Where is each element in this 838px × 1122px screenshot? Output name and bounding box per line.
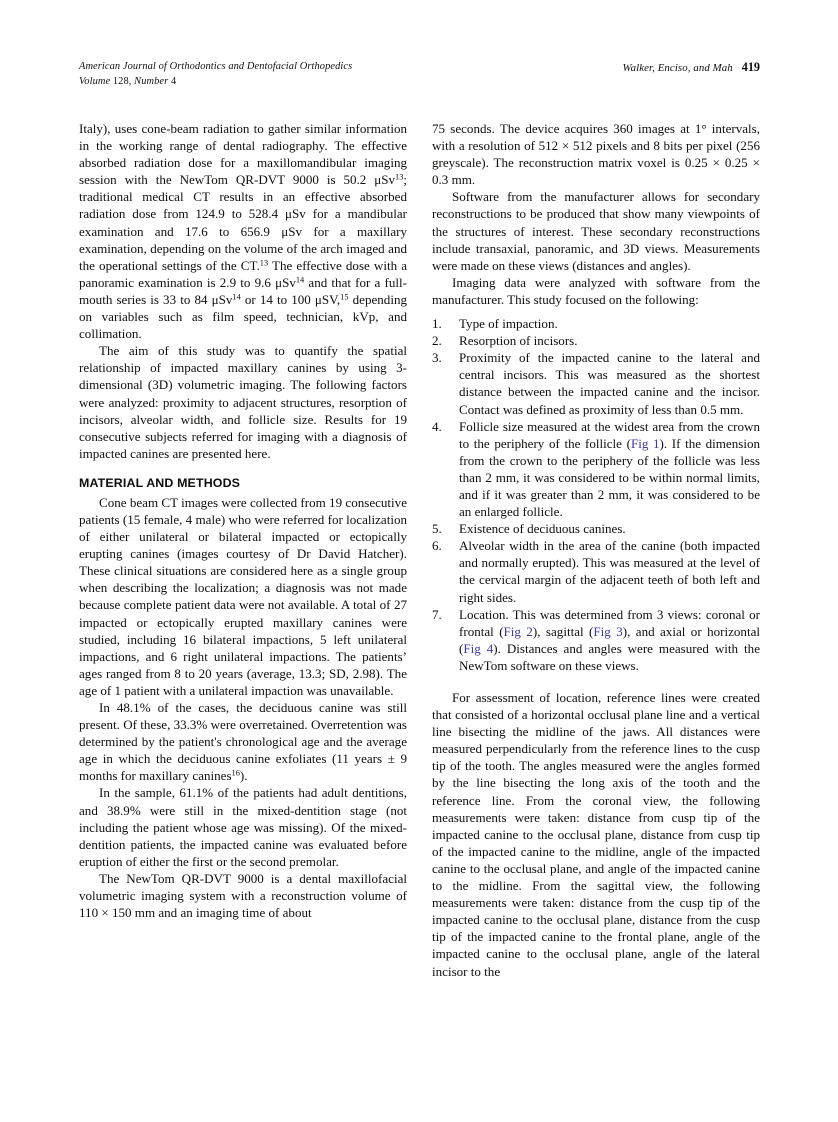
citation-14: 14 bbox=[232, 292, 241, 302]
list-item-text: Resorption of incisors. bbox=[459, 333, 578, 349]
running-head-journal bbox=[79, 60, 352, 89]
list-item-text: Alveolar width in the area of the canine (both impacted and normally erupted). This was measured at the level of the cervical margin of the adjacent teeth of both left and right sides. bbox=[459, 538, 760, 605]
paragraph: In the sample, 61.1% of the patients had adult dentitions, and 38.9% were still in the mixed-dentition stage (not including the patient whose age was missing). Of the mixed-dentition patients, the impacted canine was evaluated before eruption of either the first or the second premolar. bbox=[79, 785, 407, 869]
study-focus-list bbox=[432, 315, 760, 674]
volume-number: 128 bbox=[112, 75, 129, 87]
volume-issue-line bbox=[79, 75, 352, 90]
list-item-text: ). Distances and angles were measured with the NewTom software on these views. bbox=[459, 640, 760, 673]
list-item-text: ), sagittal ( bbox=[532, 623, 594, 639]
running-head bbox=[79, 60, 760, 89]
spacer bbox=[432, 674, 760, 689]
figure-link-fig-4[interactable]: Fig 4 bbox=[463, 640, 494, 656]
list-item-text: ). If the dimension from the crown to the periphery of the follicle was less than 2 mm, it was considered to be within normal limits, and if it was greater than 2 mm, it was considered to be an enlarged follicle. bbox=[459, 435, 760, 520]
list-item-text: ), and axial or horizontal ( bbox=[459, 623, 760, 656]
right-column bbox=[432, 120, 760, 980]
citation-15: 15 bbox=[340, 292, 349, 302]
para-text: ; traditional medical CT results in an effective absorbed radiation dose from 124.9 to 528.4 μSv for a mandibular examination and 17.6 to 656.9 μSv for a maxillary examination, depending on the volume of the arch imaged and the operational settings of the CT. bbox=[79, 172, 407, 273]
citation-13: 13 bbox=[259, 258, 269, 268]
list-item-text: Existence of deciduous canines. bbox=[459, 521, 626, 537]
list-item-number: 3. bbox=[432, 350, 442, 366]
citation-14: 14 bbox=[295, 275, 305, 285]
para-text: Italy), uses cone-beam radiation to gather similar information in the working range of dental radiography. The effective absorbed radiation dose for a maxillomandibular imaging session with the NewTom QR-DVT 9000 is 50.2 μSv bbox=[79, 121, 407, 188]
paragraph: The aim of this study was to quantify the spatial relationship of impacted maxillary canines by using 3-dimensional (3D) volumetric imaging. The following factors were analyzed: proximity to adjacent structures, resorption of incisors, alveolar width, and follicle size. Results for 19 consecutive subjects referred for imaging with a diagnosis of impacted canines are presented here. bbox=[79, 343, 407, 461]
para-text: In 48.1% of the cases, the deciduous canine was still present. Of these, 33.3% were overretained. Overretention was determined by the patient's chronological age and the average age in which the deciduous canine exfoliates (11 years ± 9 months for maxillary canines bbox=[79, 700, 407, 784]
list-item bbox=[432, 520, 760, 537]
list-item bbox=[432, 537, 760, 605]
list-item-text: Location. This was determined from 3 views: coronal or frontal ( bbox=[459, 606, 760, 639]
journal-title: American Journal of Orthodontics and Dentofacial Orthopedics bbox=[79, 61, 353, 72]
paragraph: Cone beam CT images were collected from 19 consecutive patients (15 female, 4 male) who were referred for localization of either unilateral or bilateral impacted or ectopically erupting canines (images courtesy of Dr David Hatcher). These clinical situations are considered here as a single group when describing the localization; a diagnosis was not made because complete patient data were not available. A total of 27 impacted or ectopically erupted maxillary canines were studied, including 16 bilateral impactions, 5 left unilateral impactions, and 6 right unilateral impactions. The patients’ ages ranged from 8 to 20 years (average, 13.3; SD, 2.98). The age of 1 patient with a unilateral impaction was unavailable. bbox=[79, 494, 407, 698]
citation-13: 13 bbox=[395, 172, 404, 182]
running-head-authors-page bbox=[623, 60, 760, 76]
paragraph-continued: 75 seconds. The device acquires 360 images at 1° intervals, with a resolution of 512 × 512 pixels and 8 bits per pixel (256 greyscale). The reconstruction matrix voxel is 0.25 × 0.25 × 0.3 mm. bbox=[432, 121, 760, 188]
para-text: or 14 to 100 μSV, bbox=[240, 291, 341, 307]
section-heading-material-and-methods: MATERIAL AND METHODS bbox=[79, 475, 241, 490]
para-text: depending on variables such as film speed, technician, kVp, and collimation. bbox=[79, 291, 407, 342]
list-item-number: 7. bbox=[432, 606, 442, 622]
paragraph-continued bbox=[79, 120, 407, 342]
list-item bbox=[432, 418, 760, 521]
list-item bbox=[432, 332, 760, 349]
list-item bbox=[432, 606, 760, 674]
paragraph: The NewTom QR-DVT 9000 is a dental maxillofacial volumetric imaging system with a reconstruction volume of 110 × 150 mm and an imaging time of about bbox=[79, 870, 407, 921]
paragraph: For assessment of location, reference lines were created that consisted of a horizontal occlusal plane line and a vertical line bisecting the midline of the jaws. All distances were measured perpendicularly from the reference lines to the cusp tip of the tooth. The angles measured were the angles formed by the line bisecting the long axis of the tooth and the reference line. From the coronal view, the following measurements were taken: distance from cusp tip of the impacted canine to the occlusal plane, distance from cusp tip of the impacted canine to the midline, angle of the impacted canine to the occlusal plane, and angle of the impacted canine to the midline. From the sagittal view, the following measurements were taken: distance from the cusp tip of the impacted canine to the occlusal plane, distance from the cusp tip of the impacted canine to the frontal plane, angle of the impacted canine to the occlusal plane, angle of the lateral incisor to the bbox=[432, 690, 760, 979]
issue-number: 4 bbox=[170, 75, 177, 87]
page-number: 419 bbox=[741, 60, 760, 74]
list-item-text: Type of impaction. bbox=[459, 316, 558, 332]
figure-link-fig-3[interactable]: Fig 3 bbox=[593, 623, 623, 639]
para-text: ). bbox=[239, 768, 248, 784]
figure-link-fig-2[interactable]: Fig 2 bbox=[503, 623, 533, 639]
paragraph bbox=[79, 699, 407, 784]
list-item-number: 4. bbox=[432, 418, 442, 434]
list-item-number: 5. bbox=[432, 521, 442, 537]
list-item-text: Follicle size measured at the widest area from the crown to the periphery of the follicle ( bbox=[459, 418, 760, 451]
paragraph: Imaging data were analyzed with software from the manufacturer. This study focused on the following: bbox=[432, 274, 760, 307]
figure-link-fig-1[interactable]: Fig 1 bbox=[630, 435, 660, 451]
list-item bbox=[432, 349, 760, 417]
list-item-text: Proximity of the impacted canine to the lateral and central incisors. This was measured as the shortest distance between the impacted canine and the incisor. Contact was defined as proximity of less than 0.5 mm. bbox=[459, 350, 760, 417]
para-text: and that for a full-mouth series is 33 to 84 μSv bbox=[79, 274, 407, 307]
list-item bbox=[432, 315, 760, 332]
issue-label: , Number bbox=[128, 75, 171, 87]
paragraph: Software from the manufacturer allows for secondary reconstructions to be produced that show many viewpoints of the structures of interest. These secondary reconstructions include transaxial, panoramic, and 3D views. Measurements were made on these views (distances and angles). bbox=[432, 189, 760, 273]
list-item-number: 6. bbox=[432, 538, 442, 554]
para-text: The effective dose with a panoramic examination is 2.9 to 9.6 μSv bbox=[79, 257, 407, 290]
volume-label: Volume bbox=[79, 75, 113, 87]
list-item-number: 2. bbox=[432, 333, 442, 349]
left-column bbox=[79, 120, 407, 921]
list-item-number: 1. bbox=[432, 316, 442, 332]
citation-16: 16 bbox=[231, 769, 240, 779]
author-names: Walker, Enciso, and Mah bbox=[622, 62, 733, 74]
